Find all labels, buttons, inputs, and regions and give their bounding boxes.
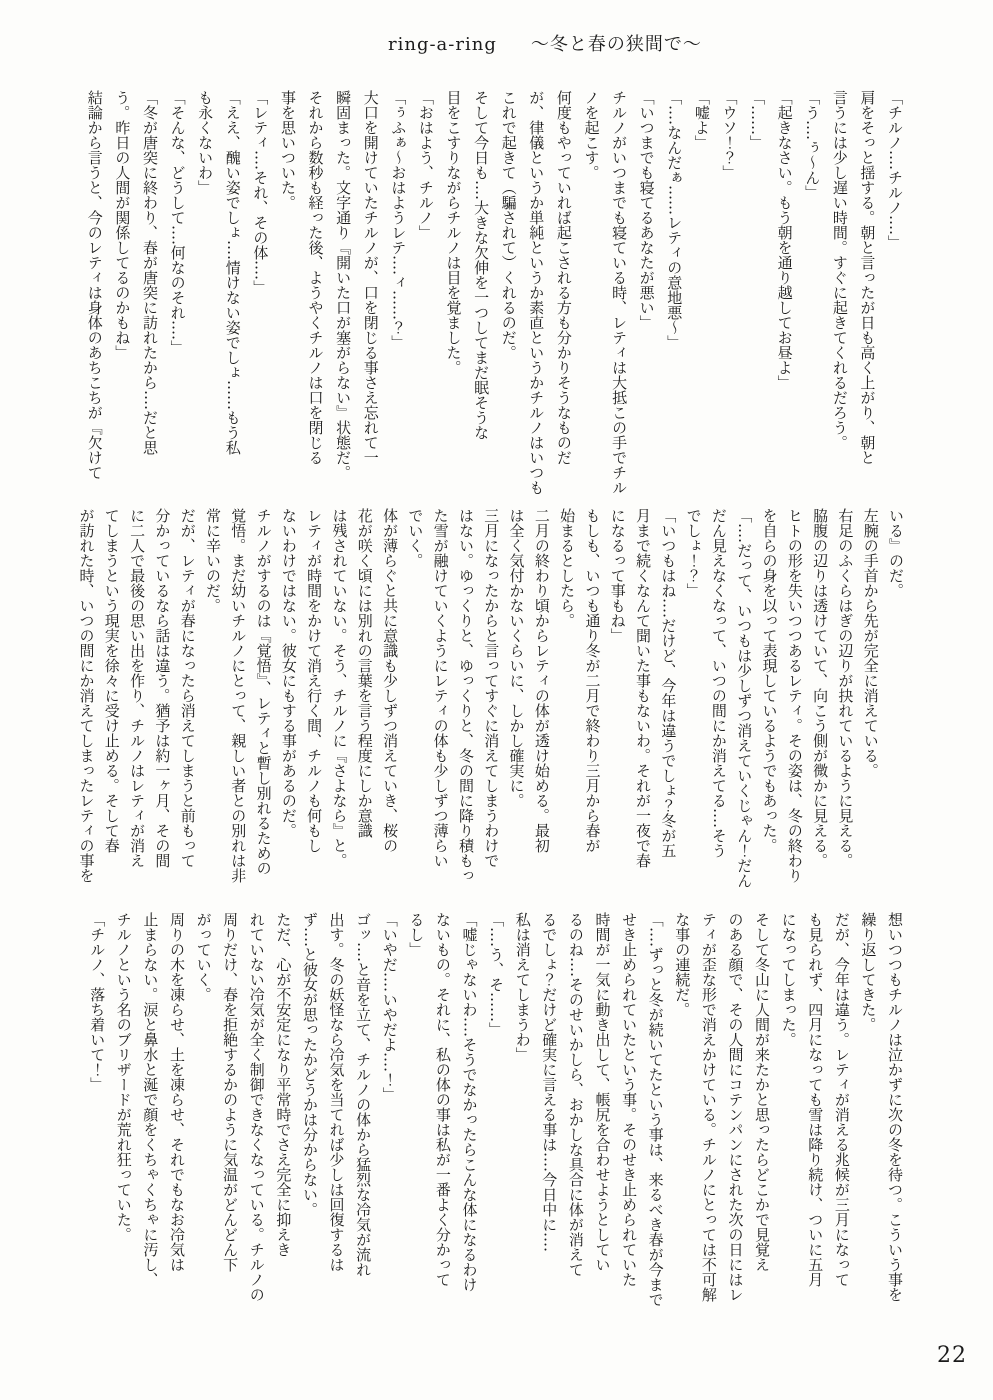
text-column: は残されていない。そう、チルノに『さよなら』と。 (330, 508, 349, 868)
text-column: 三月になったからと言ってすぐに消えてしまうわけで (482, 508, 501, 868)
text-column: チルノという名のブリザードが荒れ狂っていた。 (114, 912, 133, 1242)
text-column: 左腕の手首から先が完全に消えている。 (861, 508, 880, 778)
text-column: 始まるとしたら。 (558, 508, 577, 628)
text-column: が訪れた時、いつの間にか消えてしまったレティの事を (77, 508, 96, 883)
text-column: るでしょ？だけど確実に言える事は‥‥今日中に‥‥ (540, 912, 559, 1253)
text-column: 体が薄らぐと共に意識も少しずつ消えていき、桜の (381, 508, 400, 853)
text-column: 「嘘よ」 (692, 90, 711, 150)
text-column: がっていく。 (194, 912, 213, 1002)
text-column: を自らの身を以って表現しているようでもあった。 (760, 508, 779, 853)
text-column: 「ウソ！？」 (720, 90, 739, 180)
text-column: 二月の終わり頃からレティの体が透け始める。最初 (532, 508, 551, 853)
text-column: 「‥‥ずっと冬が続いてたという事は、来るべき春が今まで (646, 912, 665, 1308)
text-column: も見られず、四月になっても雪は降り続け、ついに五月 (806, 912, 825, 1287)
text-column: ティが歪な形で消えかけている。チルノにとっては不可解 (699, 912, 718, 1302)
text-column: 目をこすりながらチルノは目を覚ました。 (444, 90, 463, 375)
text-column: るし」 (407, 912, 426, 957)
text-column: そして冬山に人間が来たかと思ったらどこかで見覚え (753, 912, 772, 1272)
text-column: も永くないわ」 (196, 90, 215, 195)
page-title (388, 30, 702, 56)
text-column: になるって事もね」 (608, 508, 627, 643)
text-column: 出す。冬の妖怪なら冷気を当てれば少しは回復するは (327, 912, 346, 1272)
text-column: そして今日も‥‥大きな欠伸を一つしてまだ眠そうな (472, 90, 491, 441)
text-column: でしょ！？」 (684, 508, 703, 598)
text-column: に二人で最後の思い出を作り、チルノはレティが消え (128, 508, 147, 868)
text-column: 「‥‥‥」 (748, 90, 767, 151)
text-column: 脇腹の辺りは透けていて、向こう側が微かに見える。 (811, 508, 830, 868)
text-column: だが、今年は違う。レティが消える兆候が三月になって (832, 912, 851, 1287)
text-column: せき止められていたという事。そのせき止められていた (620, 912, 639, 1287)
text-column: 「レティ‥‥それ、その体‥‥」 (251, 90, 270, 296)
text-column: れていない冷気が全く制御できなくなっている。チルノの (247, 912, 266, 1302)
text-column: 止まらない。涙と鼻水と涎で顔をくちゃくちゃに汚し、 (141, 912, 160, 1287)
text-column: 「冬が唐突に終わり、春が唐突に訪れたから‥‥だと思 (140, 90, 159, 456)
text-column: 「いつまでも寝てるあなたが悪い」 (637, 90, 656, 330)
text-column: 「そんな、どうして‥‥何なのそれ‥‥」 (168, 90, 187, 356)
text-column: いる』のだ。 (887, 508, 905, 598)
text-column: ないわけではない。彼女にもする事があるのだ。 (279, 508, 298, 838)
text-column: 花が咲く頃には別れの言葉を言う程度にしか意識 (355, 508, 374, 838)
text-column: 周りの木を凍らせ、土を凍らせ、それでもなお冷気は (167, 912, 186, 1272)
text-column: た雪が融けていくようにレティの体も少しずつ薄らい (431, 508, 450, 868)
text-column: 「‥‥なんだぁ‥‥‥レティの意地悪～」 (665, 90, 684, 351)
text-column: ただ、心が不安定になり平常時でさえ完全に抑えき (274, 912, 293, 1257)
text-column: 肩をそっと揺する。朝と言ったが日も高く上がり、朝と (858, 90, 877, 465)
text-column: 私は消えてしまうわ」 (513, 912, 532, 1062)
text-column: チルノがいつまでも寝ている時、レティは大抵この手でチル (610, 90, 629, 495)
text-column: が、律儀というか単純というか素直というかチルノはいつも (527, 90, 546, 495)
text-column: う。昨日の人間が関係してるのかもね」 (113, 90, 132, 360)
text-column: 「チルノ‥‥チルノ‥‥」 (886, 90, 904, 251)
text-column: 「おはよう、チルノ」 (416, 90, 435, 240)
text-column: 覚悟。まだ幼いチルノにとって、親しい者との別れは非 (229, 508, 248, 883)
text-column: な事の連続だ。 (673, 912, 692, 1017)
text-band-2 (73, 508, 908, 908)
text-column: 結論から言うと、今のレティは身体のあちこちが『欠けて (85, 90, 104, 480)
text-column: これで起きて（騙されて）くれるのだ。 (499, 90, 518, 360)
text-column: だん見えなくなって、いつの間にか消えてる‥‥そう (709, 508, 728, 859)
text-column: 「いつもはね‥‥だけど、今年は違うでしょ？冬が五 (659, 508, 678, 859)
text-column: チルノがするのは『覚悟』、レティと暫し別れるための (254, 508, 273, 876)
text-column: 時間が一気に動き出して、帳尻を合わせようとしてい (593, 912, 612, 1272)
page-number: 22 (937, 1343, 967, 1368)
text-column: てしまうという現実を徐々に受け止める。そして春 (102, 508, 121, 853)
story-subtitle: ～冬と春の狭間で～ (530, 34, 702, 55)
text-column: それから数秒も経った後、ようやくチルノは口を閉じる (306, 90, 325, 465)
text-column: 「嘘じゃないわ‥‥そうでなかったらこんな体になるわけ (460, 912, 479, 1293)
text-column: は全く気付かないくらいに、しかし確実に。 (507, 508, 526, 808)
text-column: ず‥‥と彼女が思ったかどうかは分からない。 (300, 912, 319, 1218)
text-column: だが、レティが春になったら消えてしまうと前もって (178, 508, 197, 868)
text-column: になってしまった。 (779, 912, 798, 1047)
text-column: ゴッ‥‥と音を立て、チルノの体から猛烈な冷気が流れ (354, 912, 373, 1278)
text-band-1 (80, 90, 908, 502)
text-column: 「‥‥う、そ‥‥‥」 (487, 912, 506, 1038)
text-column: 大口を開けていたチルノが、口を閉じる事さえ忘れて一 (361, 90, 380, 465)
text-column: はない。ゆっくりと、ゆっくりと、冬の間に降り積もっ (456, 508, 475, 883)
text-column: 想いつつもチルノは泣かずに次の冬を待つ。こういう事を (886, 912, 904, 1302)
text-column: 右足のふくらはぎの辺りが抉れているように見える。 (836, 508, 855, 868)
text-column: 事を思いついた。 (278, 90, 297, 210)
text-column: 「チルノ、落ち着いて！」 (88, 912, 107, 1092)
text-column: もしも、いつも通り冬が二月で終わり三月から春が (583, 508, 602, 853)
text-column: 月まで続くなんて聞いた事もないわ。それが一夜で春 (634, 508, 653, 868)
text-column: 何度もやっていれば起こされる方も分かりそうなものだ (554, 90, 573, 465)
text-column: 周りだけ、春を拒絶するかのように気温がどんどん下 (221, 912, 240, 1272)
text-column: レティが時間をかけて消え行く間、チルノも何もし (305, 508, 324, 853)
text-column: 繰り返してきた。 (859, 912, 878, 1032)
text-column: ノを起こす。 (582, 90, 601, 180)
text-band-3 (84, 912, 908, 1342)
text-column: 「ぅふぁ～おはようレテ‥‥ィ‥‥‥？」 (389, 90, 408, 351)
text-column: 「‥‥だって、いつもは少しずつ消えていくじゃん！だん (735, 508, 754, 889)
text-column: 瞬固まった。文字通り『開いた口が塞がらない』状態だ。 (334, 90, 353, 480)
text-column: のある顔で、その人間にコテンパンにされた次の日にはレ (726, 912, 745, 1302)
text-column: 言うには少し遅い時間。すぐに起きてくれるだろう。 (830, 90, 849, 450)
text-column: ないもの。それに、私の体の事は私が一番よく分かって (433, 912, 452, 1287)
text-column: 「ええ、醜い姿でしょ‥‥情けない姿でしょ‥‥‥もう私 (223, 90, 242, 456)
text-column: ヒトの形を失いつつあるレティ。その姿は、冬の終わり (785, 508, 804, 883)
text-column: 「起きなさい。もう朝を通り越してお昼よ」 (775, 90, 794, 390)
story-title: ring-a-ring (388, 34, 497, 55)
text-column: 常に辛いのだ。 (203, 508, 222, 613)
text-column: 「う‥‥ぅ～ん」 (803, 90, 822, 201)
text-column: 「いやだ‥‥いやだよ‥‥！」 (380, 912, 399, 1103)
text-column: 分かっているなら話は違う。猶予は約一ヶ月、その間 (153, 508, 172, 868)
text-column: でいく。 (406, 508, 425, 568)
text-column: るのね‥‥そのせいかしら、おかしな具合に体が消えて (566, 912, 585, 1278)
